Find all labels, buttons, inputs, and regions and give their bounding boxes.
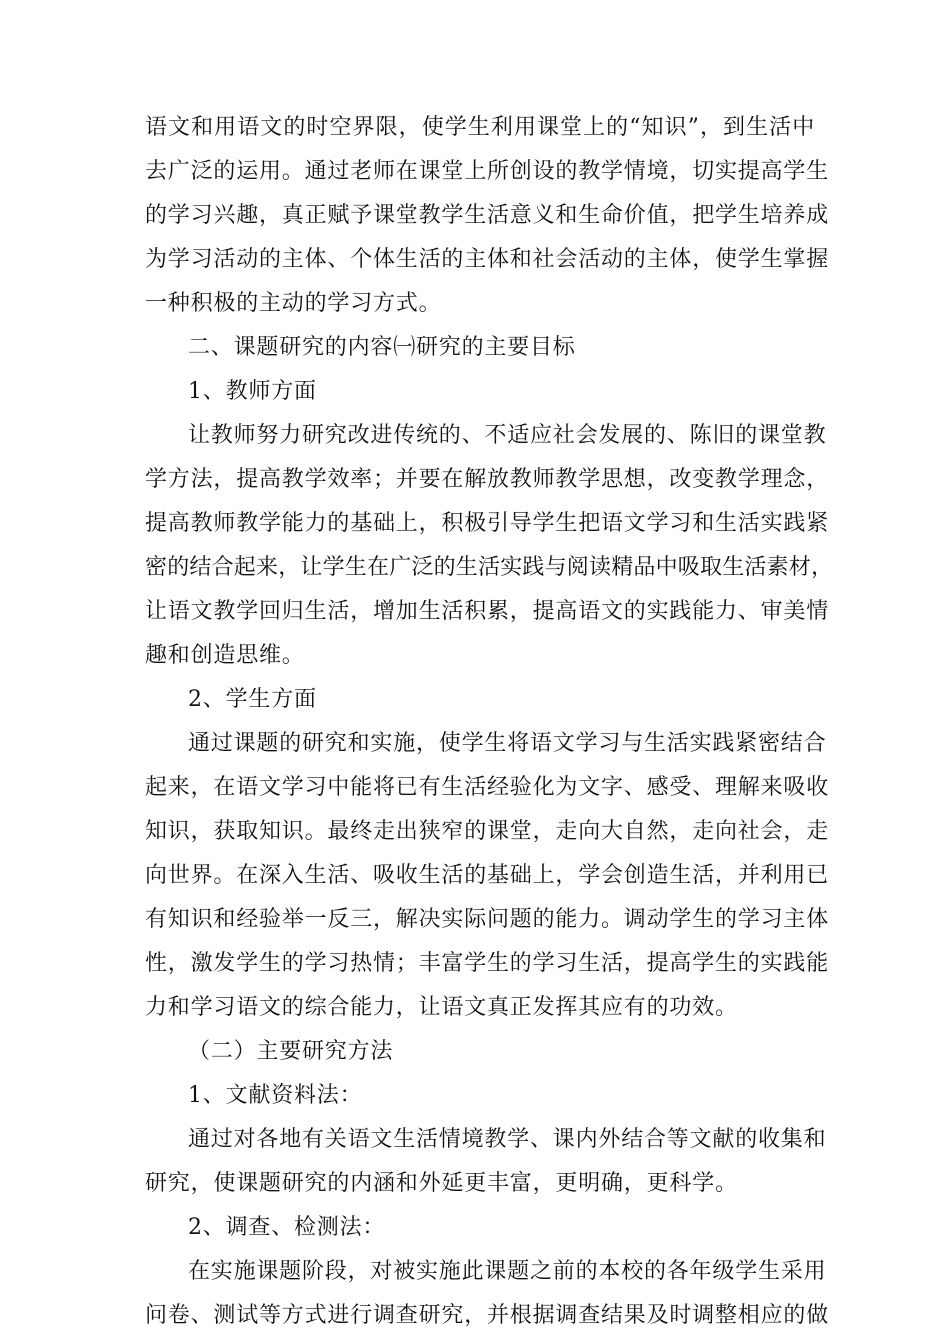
body-text-line: 在实施课题阶段，对被实施此课题之前的本校的各年级学生采用 [188, 1259, 827, 1284]
body-text-line: 让教师努力研究改进传统的、不适应社会发展的、陈旧的课堂教 [188, 423, 827, 448]
body-text-line: 研究，使课题研究的内涵和外延更丰富，更明确，更科学。 [145, 1171, 738, 1196]
body-text-line: 问卷、测试等方式进行调查研究，并根据调查结果及时调整相应的做 [145, 1303, 830, 1328]
body-text-line: 让语文教学回归生活，增加生活积累，提高语文的实践能力、审美情 [145, 599, 830, 624]
body-text-line: 趣和创造思维。 [145, 643, 305, 668]
body-text-line: 通过对各地有关语文生活情境教学、课内外结合等文献的收集和 [188, 1127, 827, 1152]
section-heading: （二）主要研究方法 [188, 1039, 394, 1064]
body-text-line: 起来，在语文学习中能将已有生活经验化为文字、感受、理解来吸收 [145, 775, 830, 800]
body-text-line: 通过课题的研究和实施，使学生将语文学习与生活实践紧密结合 [188, 731, 827, 756]
subsection-heading: 2、调查、检测法： [188, 1215, 386, 1240]
subsection-heading: 2、学生方面 [188, 687, 317, 712]
body-text-line: 性，激发学生的学习热情；丰富学生的学习生活，提高学生的实践能 [145, 951, 830, 976]
subsection-heading: 1、文献资料法： [188, 1083, 363, 1108]
body-text-line: 一种积极的主动的学习方式。 [145, 291, 442, 316]
body-text-line: 为学习活动的主体、个体生活的主体和社会活动的主体，使学生掌握 [145, 247, 830, 272]
body-text-line: 力和学习语文的综合能力，让语文真正发挥其应有的功效。 [145, 995, 738, 1020]
body-text-line: 向世界。在深入生活、吸收生活的基础上，学会创造生活，并利用已 [145, 863, 830, 888]
body-text-line: 去广泛的运用。通过老师在课堂上所创设的教学情境，切实提高学生 [145, 159, 830, 184]
body-text-line: 学方法，提高教学效率；并要在解放教师教学思想，改变教学理念， [145, 467, 830, 492]
subsection-heading: 1、教师方面 [188, 379, 317, 404]
body-text-line: 提高教师教学能力的基础上，积极引导学生把语文学习和生活实践紧 [145, 511, 830, 536]
body-text-line: 有知识和经验举一反三，解决实际问题的能力。调动学生的学习主体 [145, 907, 830, 932]
section-heading: 二、课题研究的内容㈠研究的主要目标 [188, 335, 576, 360]
body-text-line: 语文和用语文的时空界限，使学生利用课堂上的“知识”，到生活中 [145, 115, 815, 140]
body-text-line: 密的结合起来，让学生在广泛的生活实践与阅读精品中吸取生活素材， [145, 555, 834, 580]
body-text-line: 的学习兴趣，真正赋予课堂教学生活意义和生命价值，把学生培养成 [145, 203, 830, 228]
body-text-line: 知识，获取知识。最终走出狭窄的课堂，走向大自然，走向社会，走 [145, 819, 830, 844]
